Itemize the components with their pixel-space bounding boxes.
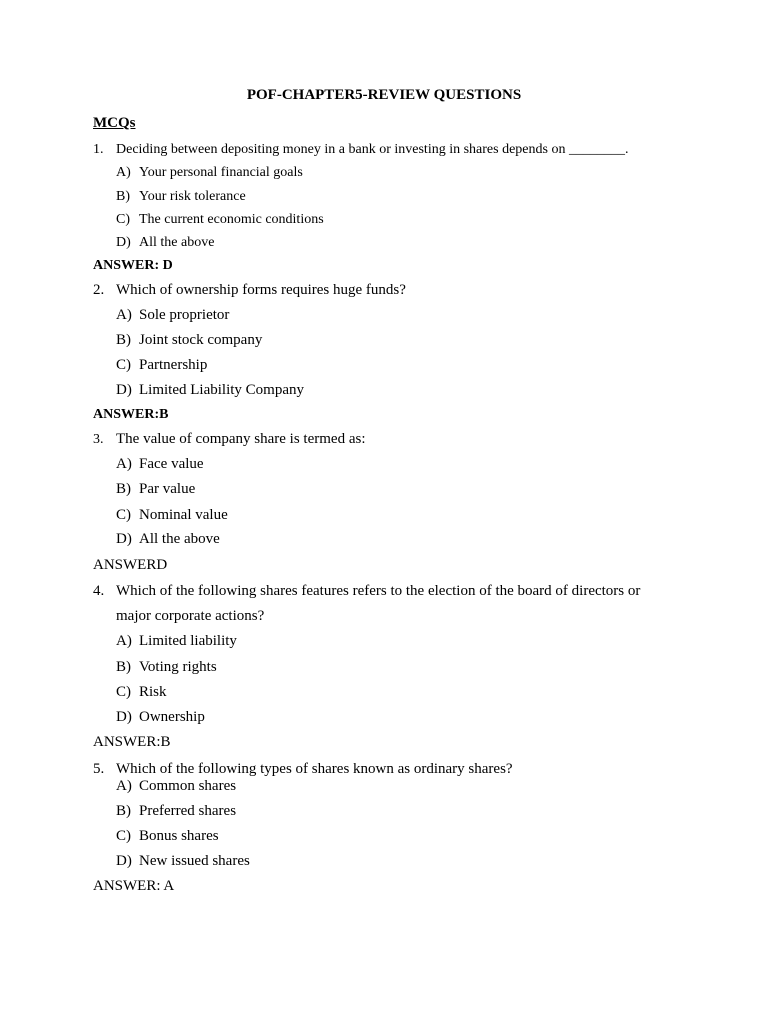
option-text: Your personal financial goals (139, 165, 303, 180)
option-text: Your risk tolerance (139, 189, 246, 204)
question-text-continued: major corporate actions? (116, 608, 265, 624)
question-text: Deciding between depositing money in a bank or investing in shares depends on ________. (116, 142, 629, 157)
question-number: 5. (93, 761, 105, 777)
option-text: All the above (139, 531, 220, 547)
question-number: 3. (93, 432, 104, 447)
option-letter: A) (116, 307, 132, 323)
option-text: Voting rights (139, 659, 217, 675)
option-text: Preferred shares (139, 803, 237, 819)
question-text: The value of company share is termed as: (116, 431, 366, 447)
option-letter: B) (116, 481, 131, 497)
option-letter: C) (116, 828, 131, 844)
answer-label: ANSWER: D (93, 258, 173, 273)
option-letter: A) (116, 456, 132, 472)
option-text: Sole proprietor (139, 307, 230, 323)
option-letter: C) (116, 507, 131, 523)
question-number: 2. (93, 282, 105, 298)
option-letter: D) (116, 709, 132, 725)
question-number: 1. (93, 142, 104, 157)
option-text: Limited Liability Company (139, 382, 304, 398)
option-letter: C) (116, 357, 131, 373)
option-text: Partnership (139, 357, 208, 373)
answer-label: ANSWER:B (93, 407, 169, 422)
option-text: Nominal value (139, 507, 228, 523)
option-letter: C) (116, 212, 130, 227)
option-letter: A) (116, 633, 132, 649)
question-text: Which of ownership forms requires huge funds? (116, 282, 406, 298)
option-letter: B) (116, 659, 131, 675)
option-text: Ownership (139, 709, 205, 725)
option-letter: B) (116, 332, 131, 348)
option-text: Common shares (139, 778, 237, 794)
option-text: Par value (139, 481, 196, 497)
option-text: Face value (139, 456, 204, 472)
option-text: The current economic conditions (139, 212, 324, 227)
option-text: Risk (139, 684, 167, 700)
answer-label: ANSWER: A (93, 878, 175, 894)
option-letter: D) (116, 235, 131, 250)
option-text: New issued shares (139, 853, 250, 869)
question-text: Which of the following shares features refers to the election of the board of directors or (116, 583, 641, 599)
option-text: Limited liability (139, 633, 237, 649)
question-number: 4. (93, 583, 105, 599)
option-text: All the above (139, 235, 215, 250)
option-text: Joint stock company (139, 332, 263, 348)
answer-label: ANSWER:B (93, 734, 171, 750)
answer-label: ANSWERD (93, 557, 168, 573)
question-text: Which of the following types of shares known as ordinary shares? (116, 761, 513, 777)
option-letter: A) (116, 165, 131, 180)
option-letter: B) (116, 803, 131, 819)
option-letter: C) (116, 684, 131, 700)
option-letter: D) (116, 853, 132, 869)
option-text: Bonus shares (139, 828, 219, 844)
option-letter: D) (116, 382, 132, 398)
option-letter: A) (116, 778, 132, 794)
option-letter: D) (116, 531, 132, 547)
option-letter: B) (116, 189, 130, 204)
section-heading: MCQs (93, 115, 136, 131)
page-title: POF-CHAPTER5-REVIEW QUESTIONS (246, 87, 522, 103)
